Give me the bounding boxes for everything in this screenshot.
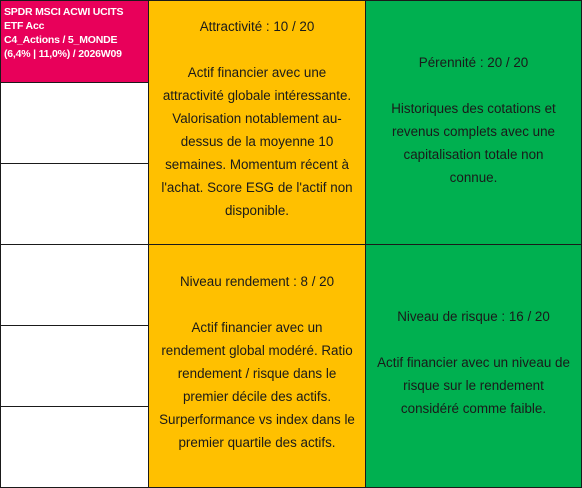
perennite-line: connue.: [449, 170, 498, 185]
fund-name: SPDR MSCI ACWI UCITS: [4, 6, 124, 18]
perennite-title: Pérennité : 20 / 20: [418, 55, 529, 70]
rendement-line: premier quartile des actifs.: [178, 435, 336, 450]
rendement-title: Niveau rendement : 8 / 20: [179, 274, 335, 289]
rendement-line: Surperformance vs index dans le: [159, 412, 355, 427]
risque-line: Actif financier avec un niveau de: [377, 355, 570, 370]
rendement-line: rendement global modéré. Ratio: [161, 343, 353, 358]
rendement-line: Actif financier avec un: [191, 320, 323, 335]
fund-category: C4_Actions / 5_MONDE: [4, 34, 118, 46]
risque-title: Niveau de risque : 16 / 20: [397, 309, 550, 324]
fund-share-class: ETF Acc: [4, 20, 45, 32]
attractivite-card: [148, 0, 366, 245]
attractivite-line: Actif financier avec une: [187, 65, 327, 80]
blank-cell-4: [0, 325, 149, 407]
perennite-card: [365, 0, 582, 245]
rendement-line: rendement / risque dans le: [177, 366, 337, 381]
blank-cell-1: [0, 82, 149, 164]
risque-line: considéré comme faible.: [400, 401, 547, 416]
attractivite-line: l'achat. Score ESG de l'actif non: [161, 180, 353, 195]
risque-line: risque sur le rendement: [403, 378, 544, 393]
attractivite-line: attractivité globale intéressante.: [162, 88, 352, 103]
risque-card: [365, 244, 582, 488]
perennite-line: capitalisation totale non: [403, 147, 544, 162]
fund-stats: (6,4% | 11,0%) / 2026W09: [4, 48, 122, 60]
attractivite-line: dessus de la moyenne 10: [180, 134, 334, 149]
rendement-line: premier décile des actifs.: [182, 389, 332, 404]
perennite-line: revenus complets avec une: [391, 124, 555, 139]
attractivite-line: semaines. Momentum récent à: [165, 157, 349, 172]
blank-cell-5: [0, 406, 149, 488]
rendement-card: [148, 244, 366, 488]
perennite-line: Historiques des cotations et: [391, 101, 556, 116]
blank-cell-3: [0, 244, 149, 326]
attractivite-title: Attractivité : 10 / 20: [199, 19, 315, 34]
blank-cell-2: [0, 163, 149, 245]
attractivite-line: Valorisation notablement au-: [172, 111, 342, 126]
attractivite-line: disponible.: [224, 203, 290, 218]
fund-header: [0, 0, 149, 83]
